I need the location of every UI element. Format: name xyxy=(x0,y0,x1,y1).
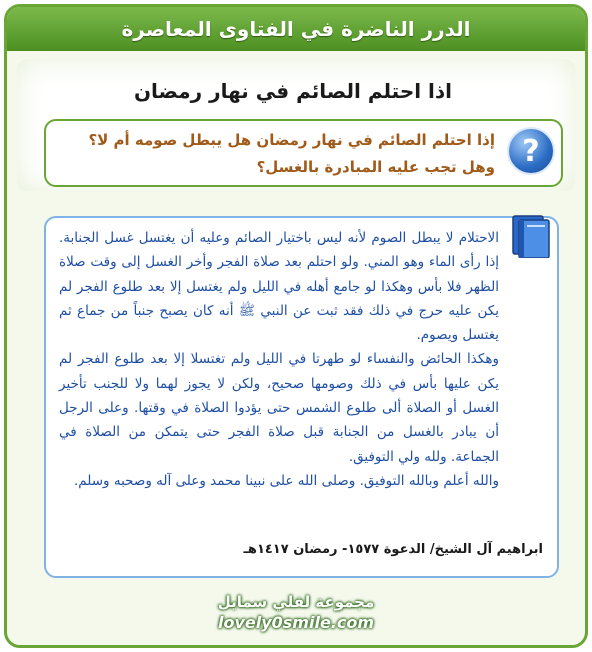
answer-text xyxy=(59,226,499,493)
fatwa-title: اذا احتلم الصائم في نهار رمضان xyxy=(133,79,453,103)
answer-box xyxy=(44,216,559,578)
signature: ابراهيم آل الشيخ/ الدعوة ١٥٧٧- رمضان ١٤١٧هـ xyxy=(243,542,543,557)
answer-paragraph: الاحتلام لا يبطل الصوم لأنه ليس باختيار الصائم وعليه أن يغتسل غسل الجنابة. إذا رأى الماء وهو المني. ولو احتلم بعد صلاة الفجر وأخر الغسل إلى وقت صلاة الظهر فلا بأس وهكذا لو جامع أهله في الليل ولم يغتسل إلا بعد طلوع الفجر لم يكن عليه حرج في ذلك فقد ثبت عن النبي ﷺ أنه كان يصبح جنباً من جماع ثم يغتسل ويصوم. xyxy=(59,230,499,344)
question-mark-icon: ? xyxy=(507,127,555,175)
question-text: إذا احتلم الصائم في نهار رمضان هل يبطل صومه أم لا؟ وهل تجب عليه المبادرة بالغسل؟ xyxy=(88,131,495,176)
footer-site-link[interactable]: lovely0smile.com xyxy=(217,613,375,632)
header-title: الدرر الناضرة في الفتاوى المعاصرة xyxy=(121,17,471,41)
footer-brand-arabic: مجموعة لفلي سمايل xyxy=(217,593,375,611)
page-frame xyxy=(4,4,588,648)
header-bar xyxy=(7,7,585,51)
question-box xyxy=(44,119,563,187)
answer-paragraph: وهكذا الحائض والنفساء لو طهرتا في الليل ولم تغتسلا إلا بعد طلوع الفجر لم يكن عليها بأس في ذلك وصومها صحيح، ولكن لا يجوز لهما ولا للجنب تأخير الغسل أو الصلاة ألى طلوع الشمس حتى يؤدوا الصلاة في وقتها. وعلى الرجل أن يبادر بالغسل من الجنابة قبل صلاة الفجر حتى يتمكن من الصلاة في الجماعة. ولله ولي التوفيق. xyxy=(59,351,499,465)
footer xyxy=(7,587,585,647)
answer-paragraph: والله أعلم وبالله التوفيق. وصلى الله على نبينا محمد وعلى آله وصحبه وسلم. xyxy=(73,472,499,489)
books-icon xyxy=(511,212,551,258)
